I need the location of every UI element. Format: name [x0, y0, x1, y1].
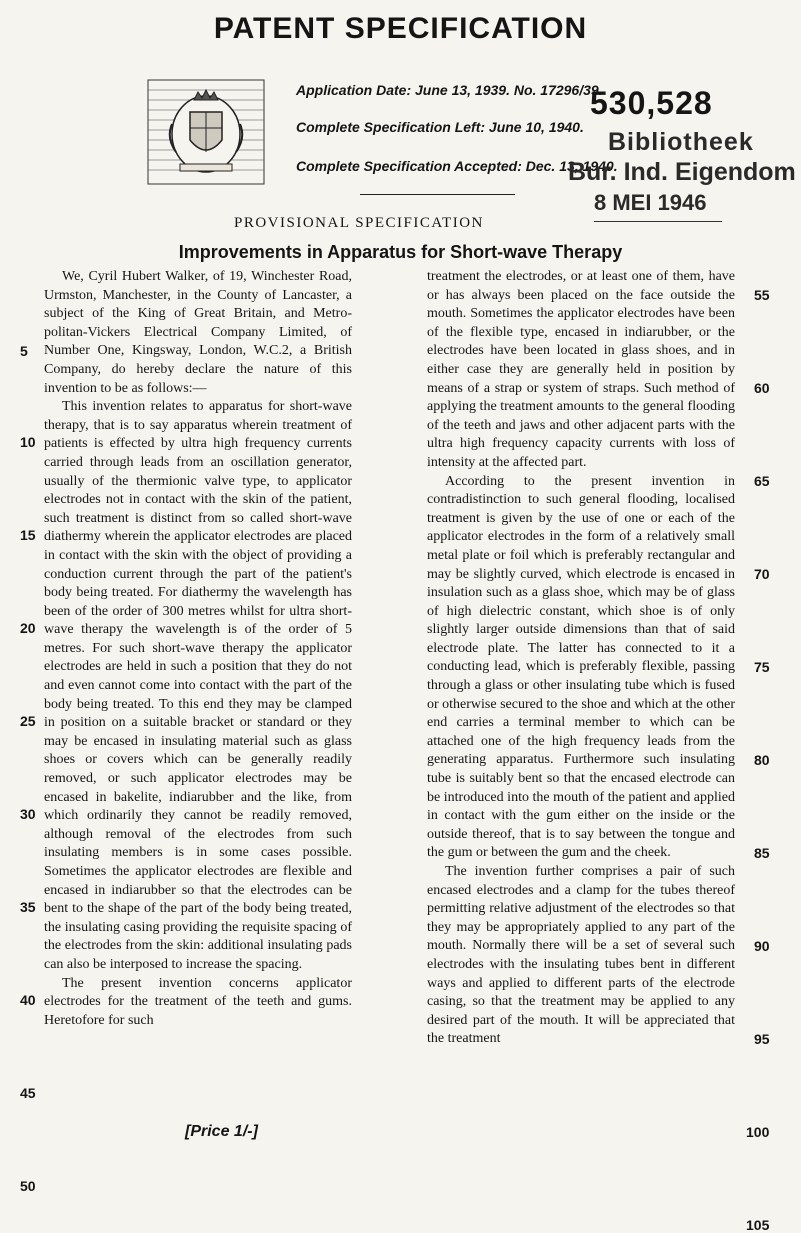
line-number: 35: [20, 899, 36, 915]
line-number: 10: [20, 434, 36, 450]
line-number: 55: [754, 287, 770, 303]
line-number: 70: [754, 566, 770, 582]
line-number: 105: [746, 1217, 770, 1233]
line-number: 30: [20, 806, 36, 822]
line-number: 80: [754, 752, 770, 768]
paragraph: According to the present invention in contradistinction to such general flooding, localised treatment is given by the use of one or each of the applicator electrodes in the form of a relatively small metal plate or foil which is preferably rectangular and may be slightly curved, which electrode is encased in insulation such as a glass shoe, which may be of glass of high dielectric constant, which shoe is of only slightly larger outside dimensions than that of said electrode plate. The latter has connected to it a conducting lead, which is preferably flexible, passing through a glass or other insulating tube which is fused or otherwise secured to the shoe and which at the other end carries a terminal member to which can be attached one of the high frequency leads from the generating apparatus. Furthermore such insulating tube is suitably bent so that the encased electrode can be introduced into the mouth of the patient and applied in contact with the gum either on the inside or the outside thereof, that is to say between the tongue and the gum or between the gum and the cheek.: [427, 473, 735, 861]
line-number: 100: [746, 1124, 770, 1140]
complete-specification-accepted: Complete Specification Accepted: Dec. 13, 1940.: [296, 158, 618, 174]
paragraph: This invention relates to apparatus for short-wave therapy, that is to say apparatus wherein treatment of patients is effected by ultra high frequency currents carried through leads from an oscillation generator, usually of the thermionic valve type, to applicator electrodes not in contact with the skin of the patient, such treatment is distinct from so called short-wave diathermy wherein the applicator electrodes are placed in contact with the skin with the object of providing a conduction current through the part of the patient's body being treated. For diathermy the wavelength has been of the order of 300 metres whilst for ultra short-wave therapy the wavelength is of the order of 5 metres. For such short-wave therapy the applicator electrodes are held in such a position that they do not and even cannot come into contact with the part of the body being treated. To this end they may be clamped in position on a suitable bracket or standard or they may be encased in insulating material such as glass shoes or covers which can be generally readily removed, or such applicator electrodes may be encased in bakelite, indiarubber and the like, from which ordinarily they cannot be readily removed, although removal of the electrodes from such insulating members is in some cases possible. Sometimes the applicator electrodes are flexible and encased in indiarubber so that the electrodes can be bent to the shape of the part of the body being treated, the insulating casing providing the requisite spacing of the electrodes from the skin: additional insulating pads can also be interposed to increase the spacing.: [44, 399, 352, 972]
line-number: 75: [754, 659, 770, 675]
library-stamp-date: 8 MEI 1946: [594, 190, 707, 215]
line-number: 85: [754, 845, 770, 861]
line-number: 90: [754, 938, 770, 954]
line-number: 65: [754, 473, 770, 489]
paragraph: treatment the electrodes, or at least one of them, have or has always been placed on the face outside the mouth. Sometimes the applicator electrodes have been of the flexible type, encased in indiarubber, or the electrodes have been located in glass shoes, and in either case they are generally held in position by means of a strap or system of straps. Such method of applying the treatment amounts to the general flooding of the teeth and jaws and other adjacent parts with the ultra high frequency capacity currents with loss of intensity at the affected part.: [427, 269, 735, 470]
line-number: 15: [20, 527, 36, 543]
line-number: 40: [20, 992, 36, 1008]
patent-number: 530,528: [590, 85, 713, 121]
provisional-heading: PROVISIONAL SPECIFICATION: [234, 215, 484, 231]
line-number: 45: [20, 1085, 36, 1101]
text-column-left: [44, 268, 352, 1030]
line-number: 60: [754, 380, 770, 396]
paragraph: We, Cyril Hubert Walker, of 19, Winchester Road, Urmston, Manchester, in the County of Lancaster, a subject of the King of Great Britain, and Metro-politan-Vickers Electrical Company Limited, of Number One, Kingsway, London, W.C.2, a British Company, do hereby declare the nature of this invention to be as follows:—: [44, 269, 352, 396]
application-date: Application Date: June 13, 1939. No. 17296/39.: [296, 82, 603, 98]
complete-specification-left: Complete Specification Left: June 10, 1940.: [296, 119, 584, 135]
library-stamp-line-2: Bur. Ind. Eigendom: [568, 158, 796, 186]
line-number: 20: [20, 620, 36, 636]
paragraph: The present invention concerns applicator electrodes for the treatment of the teeth and gums. Heretofore for such: [44, 975, 352, 1028]
line-number: 50: [20, 1178, 36, 1194]
paragraph: The invention further comprises a pair of such encased electrodes and a clamp for the tubes thereof permitting relative adjustment of the electrodes so that they may be appropriately applied to any part of the mouth. Normally there will be a set of several such electrodes with the insulating tubes bent in different ways and applied to different parts of the electrode casing, so that the treatment may be applied to any desired part of the mouth. It will be appreciated that the treatment: [427, 864, 735, 1047]
line-number: 95: [754, 1031, 770, 1047]
price-label: [Price 1/-]: [185, 1123, 258, 1140]
library-stamp-line-1: Bibliotheek: [608, 128, 754, 156]
stamp-underline: [594, 221, 722, 222]
document-title: PATENT SPECIFICATION: [213, 12, 588, 45]
divider-line: [360, 194, 515, 195]
line-number: 5: [20, 343, 28, 359]
line-number: 25: [20, 713, 36, 729]
text-column-right: [427, 268, 735, 1049]
royal-coat-of-arms-icon: [146, 78, 266, 186]
specification-title: Improvements in Apparatus for Short-wave Therapy: [178, 242, 623, 262]
